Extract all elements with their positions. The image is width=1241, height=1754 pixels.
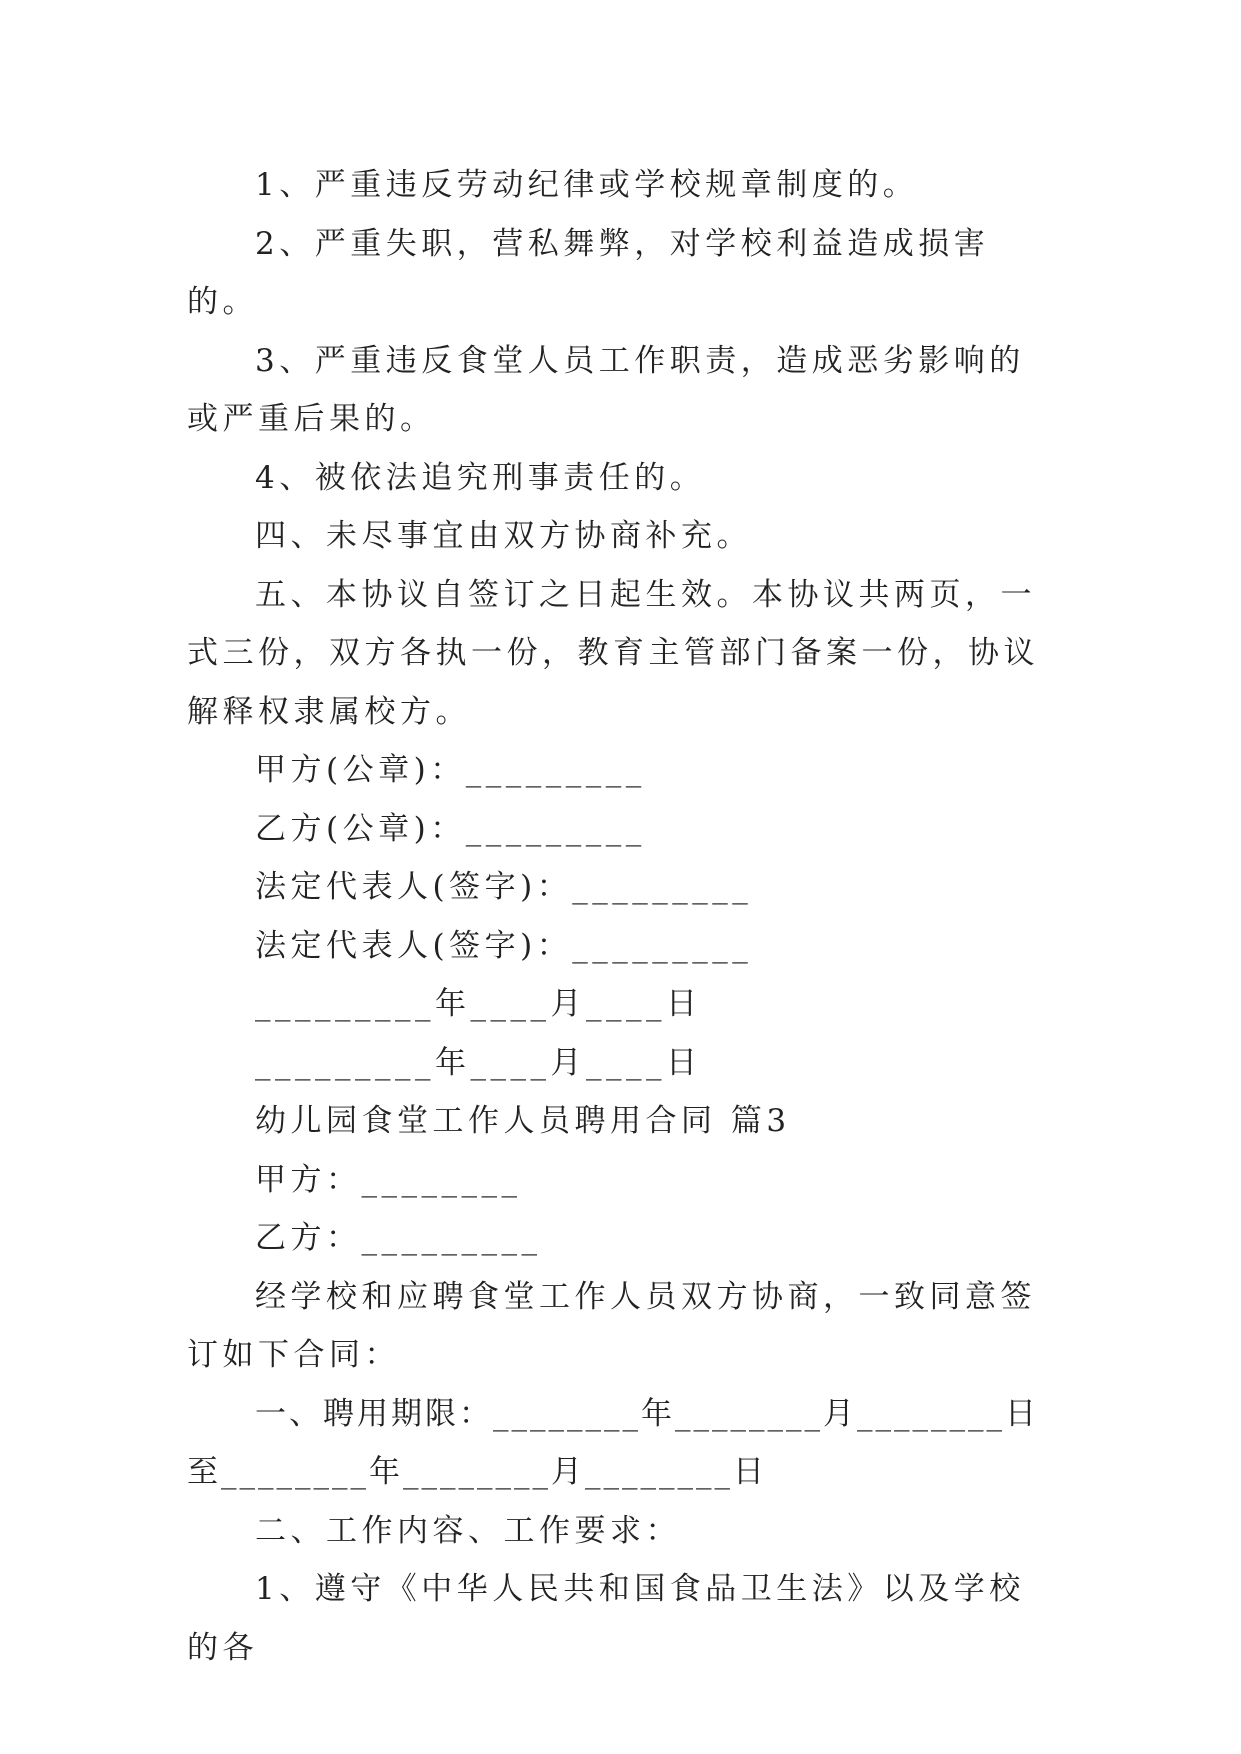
legal-rep-signature-line-a: 法定代表人(签字)：_________ <box>255 869 753 905</box>
section-five: 五、本协议自签订之日起生效。本协议共两页，一式三份，双方各执一份，教育主管部门备案一份，协议解释权隶属校方。 <box>187 576 1039 730</box>
contract-3-title: 幼儿园食堂工作人员聘用合同 篇3 <box>255 1103 791 1139</box>
date-line-a: _________年____月____日 <box>255 986 702 1022</box>
clause-3: 3、严重违反食堂人员工作职责，造成恶劣影响的或严重后果的。 <box>187 342 1025 437</box>
clause-1: 1、严重违反劳动纪律或学校规章制度的。 <box>255 167 919 203</box>
party-a-seal-line: 甲方(公章)：_________ <box>255 752 646 788</box>
employment-term: 一、聘用期限：________年________月________日至________年________月________日 <box>187 1395 1039 1490</box>
work-requirement-1: 1、遵守《中华人民共和国食品卫生法》以及学校的各 <box>187 1571 1025 1666</box>
work-content-heading: 二、工作内容、工作要求： <box>255 1512 681 1549</box>
clause-2: 2、严重失职，营私舞弊，对学校利益造成损害的。 <box>187 225 990 320</box>
party-b-seal-line: 乙方(公章)：_________ <box>255 810 646 847</box>
party-b-line: 乙方：_________ <box>255 1220 542 1256</box>
section-four: 四、未尽事宜由双方协商补充。 <box>255 518 752 554</box>
agreement-intro: 经学校和应聘食堂工作人员双方协商，一致同意签订如下合同： <box>187 1278 1036 1373</box>
party-a-line: 甲方：________ <box>255 1161 522 1198</box>
date-line-b: _________年____月____日 <box>255 1044 702 1081</box>
clause-4: 4、被依法追究刑事责任的。 <box>255 459 706 496</box>
legal-rep-signature-line-b: 法定代表人(签字)：_________ <box>255 927 753 964</box>
document-body <box>187 156 1053 1677</box>
